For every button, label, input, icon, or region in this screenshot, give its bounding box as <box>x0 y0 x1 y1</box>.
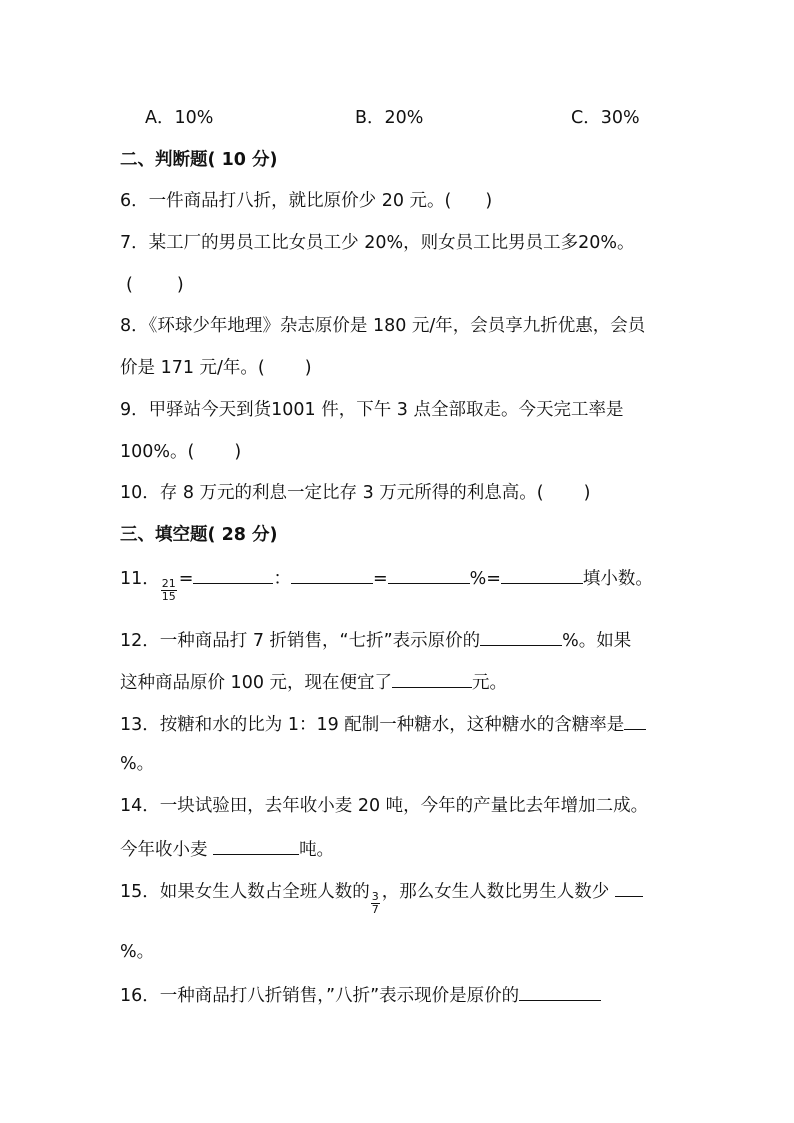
answer-blank[interactable] <box>193 565 273 584</box>
choice-a: A．10% <box>145 108 214 128</box>
question-15-text-a: 15．如果女生人数占全班人数的 <box>120 882 370 902</box>
answer-blank[interactable] <box>213 836 299 855</box>
question-12-text-d: 元。 <box>472 673 508 693</box>
question-7-line-1: 7．某工厂的男员工比女员工少 20%，则女员工比男员工多20%。 <box>120 233 635 253</box>
question-14-line-1: 14．一块试验田，去年收小麦 20 吨，今年的产量比去年增加二成。 <box>120 796 649 816</box>
question-11-prefix: 11． <box>120 569 160 589</box>
question-7-line-2 <box>126 273 184 297</box>
question-12-line-2 <box>120 669 507 695</box>
question-10 <box>120 481 590 505</box>
question-15-line-2: %。 <box>120 942 155 962</box>
question-14-text-b: 吨。 <box>299 840 335 860</box>
question-11-fraction <box>161 578 177 603</box>
question-13-line-1 <box>120 711 646 737</box>
question-7-close: ) <box>176 275 184 295</box>
question-13-line-2: %。 <box>120 754 155 774</box>
question-15-fraction <box>371 891 380 916</box>
fraction-numerator: 3 <box>371 890 379 903</box>
question-10-close: ) <box>583 483 591 503</box>
question-6-close: ) <box>485 191 493 211</box>
answer-blank[interactable] <box>291 565 373 584</box>
choice-c: C．30% <box>571 108 640 128</box>
question-6 <box>120 189 492 213</box>
question-14-text-a: 今年收小麦 <box>120 840 214 860</box>
question-11 <box>120 565 653 603</box>
question-11-colon: ： <box>273 569 291 589</box>
question-12-text-b: %。如果 <box>562 631 632 651</box>
question-11-equals-1: = <box>178 569 194 589</box>
section-3-title: 三、填空题( 28 分) <box>120 525 278 545</box>
question-8-line-2 <box>120 356 312 380</box>
question-11-equals-2: = <box>372 569 388 589</box>
question-15-text-b: ，那么女生人数比男生人数少 <box>381 882 615 902</box>
answer-blank[interactable] <box>388 565 470 584</box>
section-2-title: 二、判断题( 10 分) <box>120 150 278 170</box>
fraction-numerator: 21 <box>161 577 176 590</box>
question-16-text: 16．一种商品打八折销售，”八折”表示现价是原价的 <box>120 986 520 1006</box>
question-8-text: 价是 171 元/年。( <box>120 358 265 378</box>
fraction-denominator: 7 <box>371 903 379 916</box>
question-9-line-2 <box>120 440 241 464</box>
question-8-line-1: 8．《环球少年地理》杂志原价是 180 元/年，会员享九折优惠，会员 <box>120 316 646 336</box>
question-13-text: 13．按糖和水的比为 1：19 配制一种糖水，这种糖水的含糖率是 <box>120 715 625 735</box>
question-16-line-1 <box>120 982 601 1008</box>
question-12-line-1 <box>120 627 631 653</box>
answer-blank[interactable] <box>392 669 472 688</box>
question-8-close: ) <box>304 358 312 378</box>
question-7-open: ( <box>126 275 133 295</box>
question-6-text: 6．一件商品打八折，就比原价少 20 元。( <box>120 191 452 211</box>
answer-blank[interactable] <box>519 982 601 1001</box>
question-12-text-a: 12．一种商品打 7 折销售，“七折”表示原价的 <box>120 631 481 651</box>
question-10-text: 10．存 8 万元的利息一定比存 3 万元所得的利息高。( <box>120 483 544 503</box>
answer-blank[interactable] <box>480 627 562 646</box>
question-9-line-1: 9．甲驿站今天到货1001 件，下午 3 点全部取走。今天完工率是 <box>120 400 624 420</box>
question-14-line-2 <box>120 836 334 862</box>
fraction-denominator: 15 <box>161 590 176 603</box>
question-9-text: 100%。( <box>120 442 195 462</box>
answer-blank[interactable] <box>501 565 583 584</box>
question-11-percent-equals: %= <box>469 569 501 589</box>
question-11-suffix: 填小数。 <box>582 569 653 589</box>
question-9-close: ) <box>234 442 242 462</box>
question-12-text-c: 这种商品原价 100 元，现在便宜了 <box>120 673 393 693</box>
answer-blank[interactable] <box>615 878 643 897</box>
question-15-line-1 <box>120 878 643 916</box>
answer-blank[interactable] <box>624 711 646 730</box>
choice-b: B．20% <box>355 108 424 128</box>
